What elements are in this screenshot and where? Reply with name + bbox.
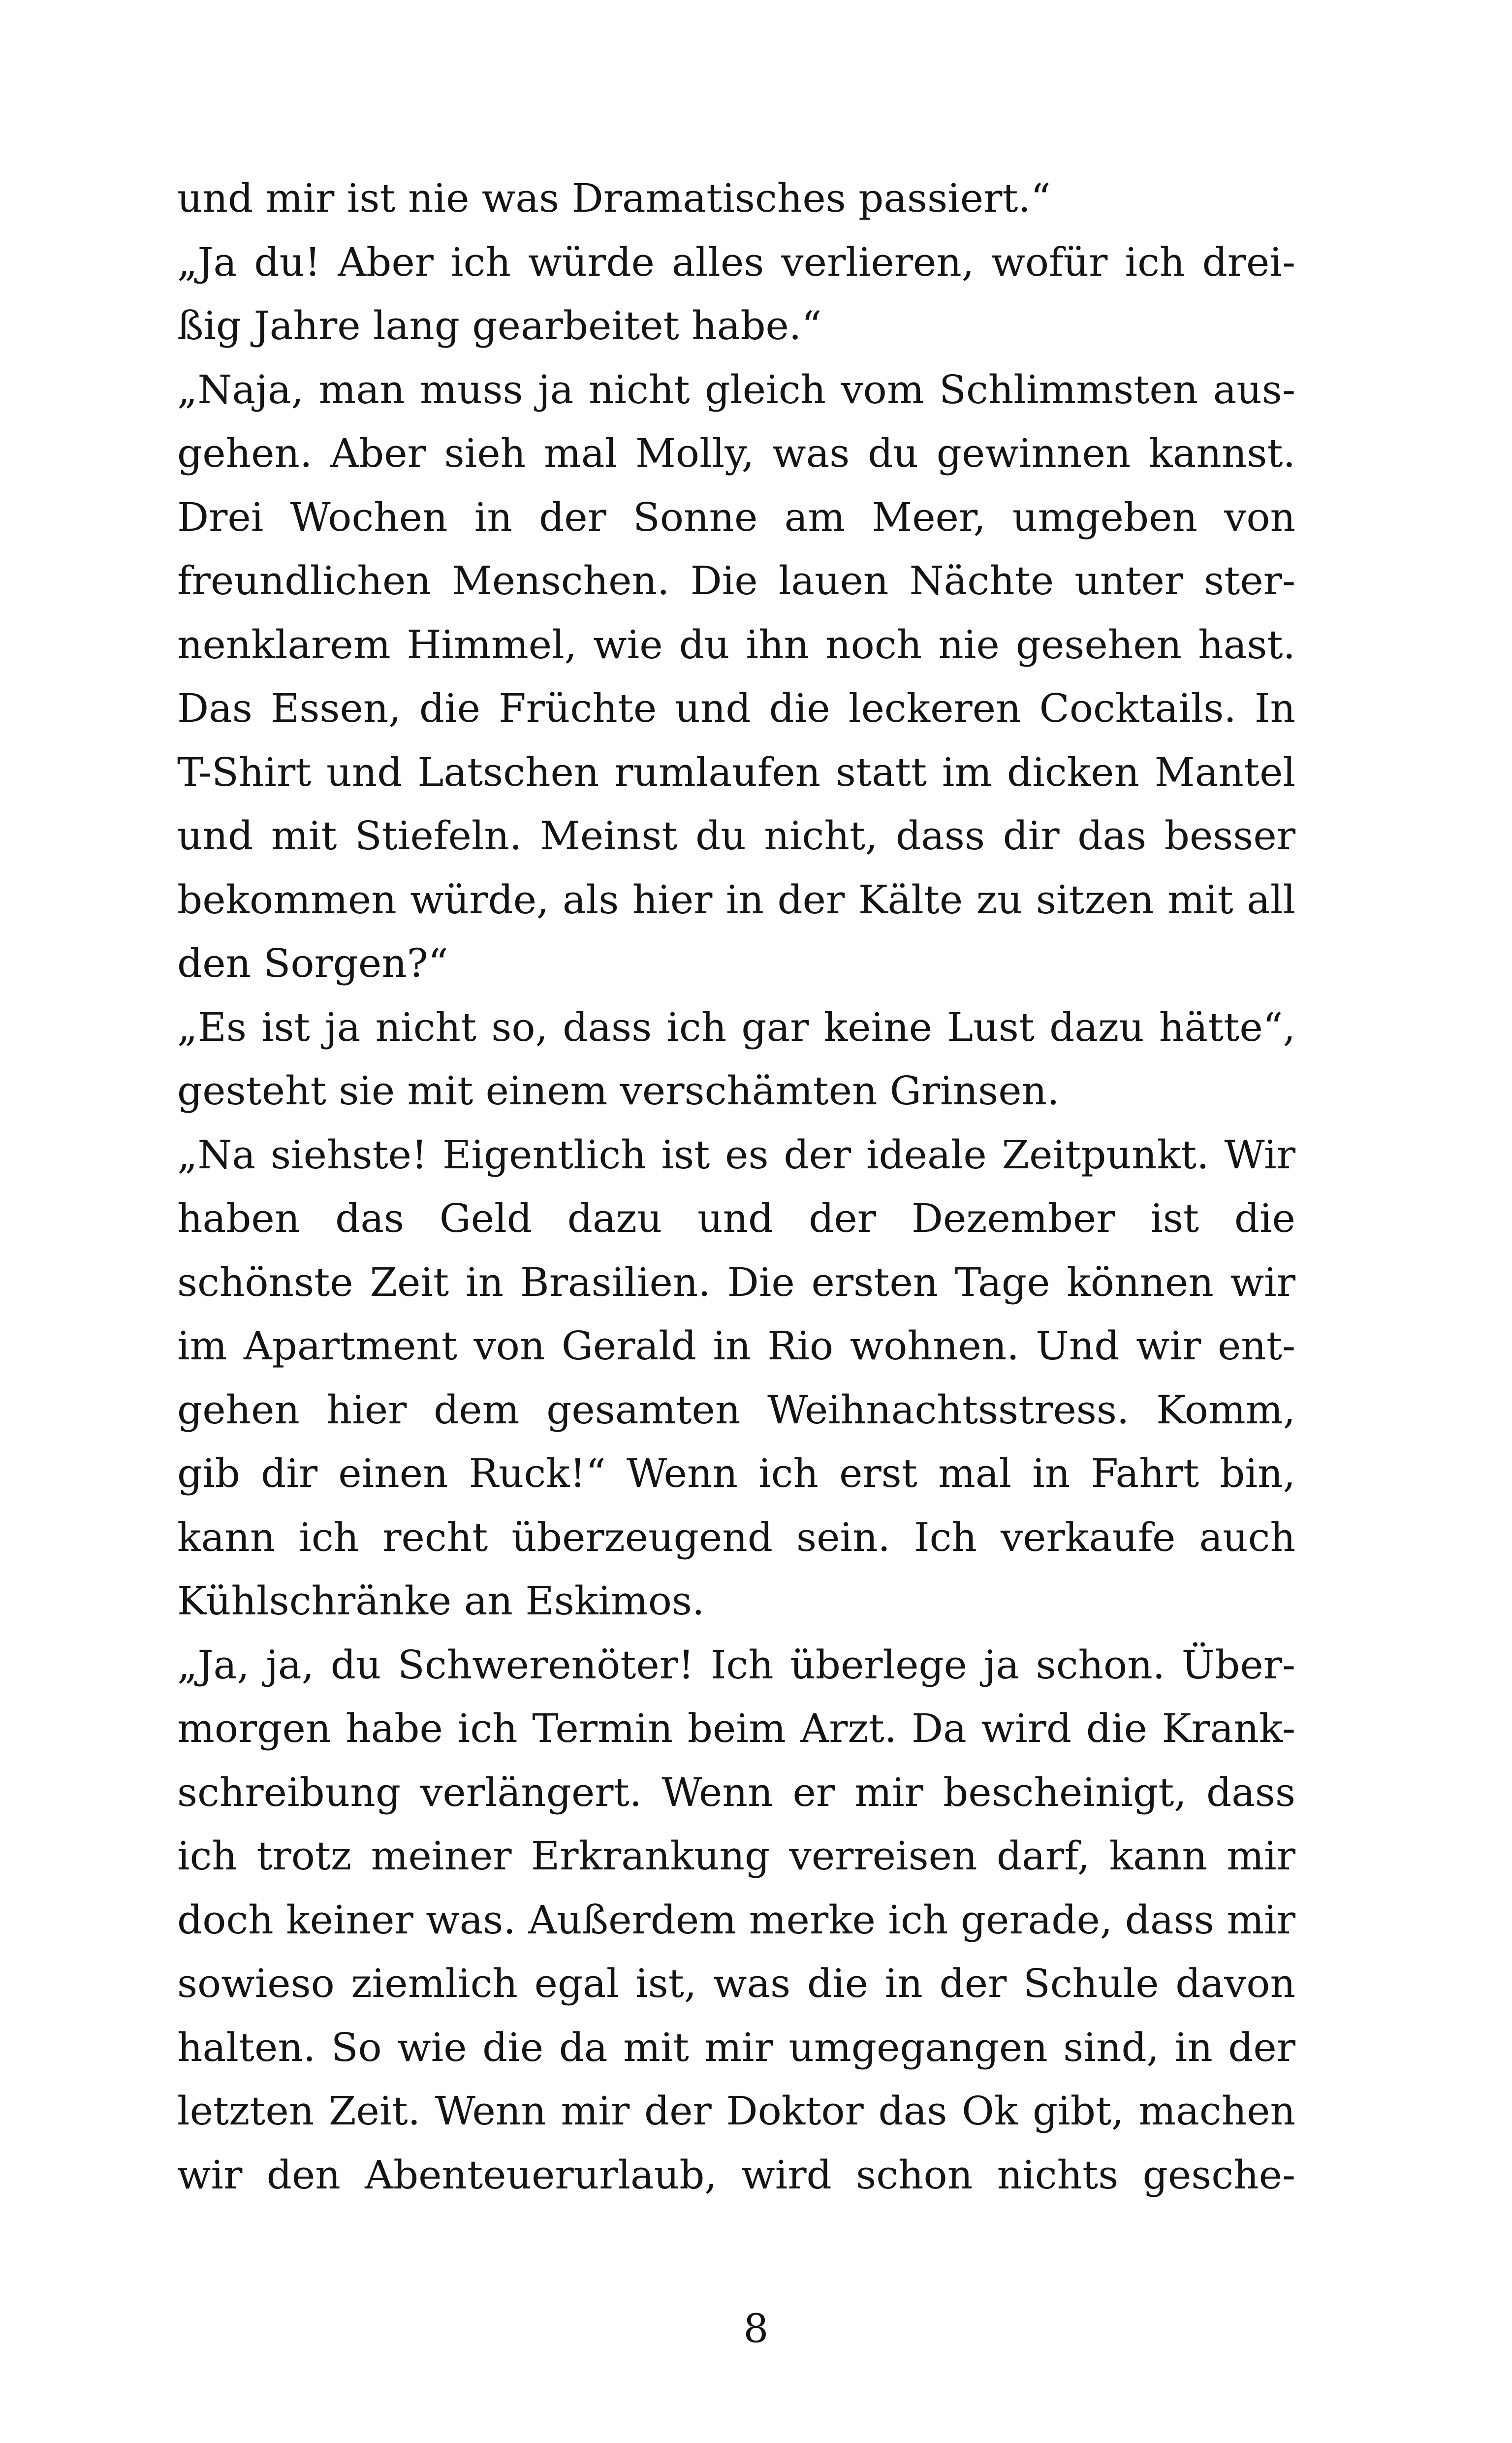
text-line: doch keiner was. Außerdem merke ich gerade, dass mir <box>177 1897 1295 1943</box>
text-line: sowieso ziemlich egal ist, was die in der Schule davon <box>177 1961 1295 2006</box>
text-line: Kühlschränke an Eskimos. <box>177 1578 705 1624</box>
text-line: T-Shirt und Latschen rumlaufen statt im dicken Mantel <box>177 749 1295 795</box>
text-line: schönste Zeit in Brasilien. Die ersten Tage können wir <box>177 1259 1295 1305</box>
text-line: gehen. Aber sieh mal Molly, was du gewinnen kannst. <box>177 430 1295 476</box>
text-line: „Ja, ja, du Schwerenöter! Ich überlege ja schon. Über- <box>177 1641 1295 1688</box>
text-line: „Na siehste! Eigentlich ist es der ideale Zeitpunkt. Wir <box>177 1131 1295 1178</box>
text-line: und mit Stiefeln. Meinst du nicht, dass dir das besser <box>177 813 1295 859</box>
text-line: haben das Geld dazu und der Dezember ist die <box>177 1195 1295 1241</box>
text-line: freundlichen Menschen. Die lauen Nächte unter ster- <box>177 558 1295 604</box>
text-line: letzten Zeit. Wenn mir der Doktor das Ok gibt, machen <box>177 2088 1295 2134</box>
text-line: und mir ist nie was Dramatisches passiert.“ <box>177 175 1051 221</box>
text-line: gib dir einen Ruck!“ Wenn ich erst mal in Fahrt bin, <box>177 1450 1295 1496</box>
text-line: morgen habe ich Termin beim Arzt. Da wird die Krank- <box>177 1705 1295 1751</box>
body-text <box>177 166 1295 2207</box>
text-line: „Es ist ja nicht so, dass ich gar keine Lust dazu hätte“, <box>177 1004 1295 1050</box>
text-line: wir den Abenteuerurlaub, wird schon nichts gesche- <box>177 2152 1295 2198</box>
text-line: Drei Wochen in der Sonne am Meer, umgeben von <box>177 494 1295 540</box>
text-line: halten. So wie die da mit mir umgegangen sind, in der <box>177 2024 1295 2070</box>
text-line: ich trotz meiner Erkrankung verreisen darf, kann mir <box>177 1833 1295 1879</box>
text-line: bekommen würde, als hier in der Kälte zu sitzen mit all <box>177 876 1295 923</box>
text-line: gesteht sie mit einem verschämten Grinsen. <box>177 1068 1060 1114</box>
text-line: „Naja, man muss ja nicht gleich vom Schlimmsten aus- <box>177 366 1295 413</box>
text-line: kann ich recht überzeugend sein. Ich verkaufe auch <box>177 1514 1295 1560</box>
page-number: 8 <box>743 2306 769 2351</box>
text-line: gehen hier dem gesamten Weihnachtsstress. Komm, <box>177 1386 1295 1433</box>
text-line: den Sorgen?“ <box>177 940 448 986</box>
text-line: nenklarem Himmel, wie du ihn noch nie gesehen hast. <box>177 621 1295 668</box>
text-line: „Ja du! Aber ich würde alles verlieren, wofür ich drei- <box>177 239 1295 285</box>
text-line: Das Essen, die Früchte und die leckeren Cocktails. In <box>177 685 1295 731</box>
text-line: im Apartment von Gerald in Rio wohnen. Und wir ent- <box>177 1323 1295 1369</box>
text-line: schreibung verlängert. Wenn er mir bescheinigt, dass <box>177 1769 1295 1815</box>
text-line: ßig Jahre lang gearbeitet habe.“ <box>177 303 822 349</box>
